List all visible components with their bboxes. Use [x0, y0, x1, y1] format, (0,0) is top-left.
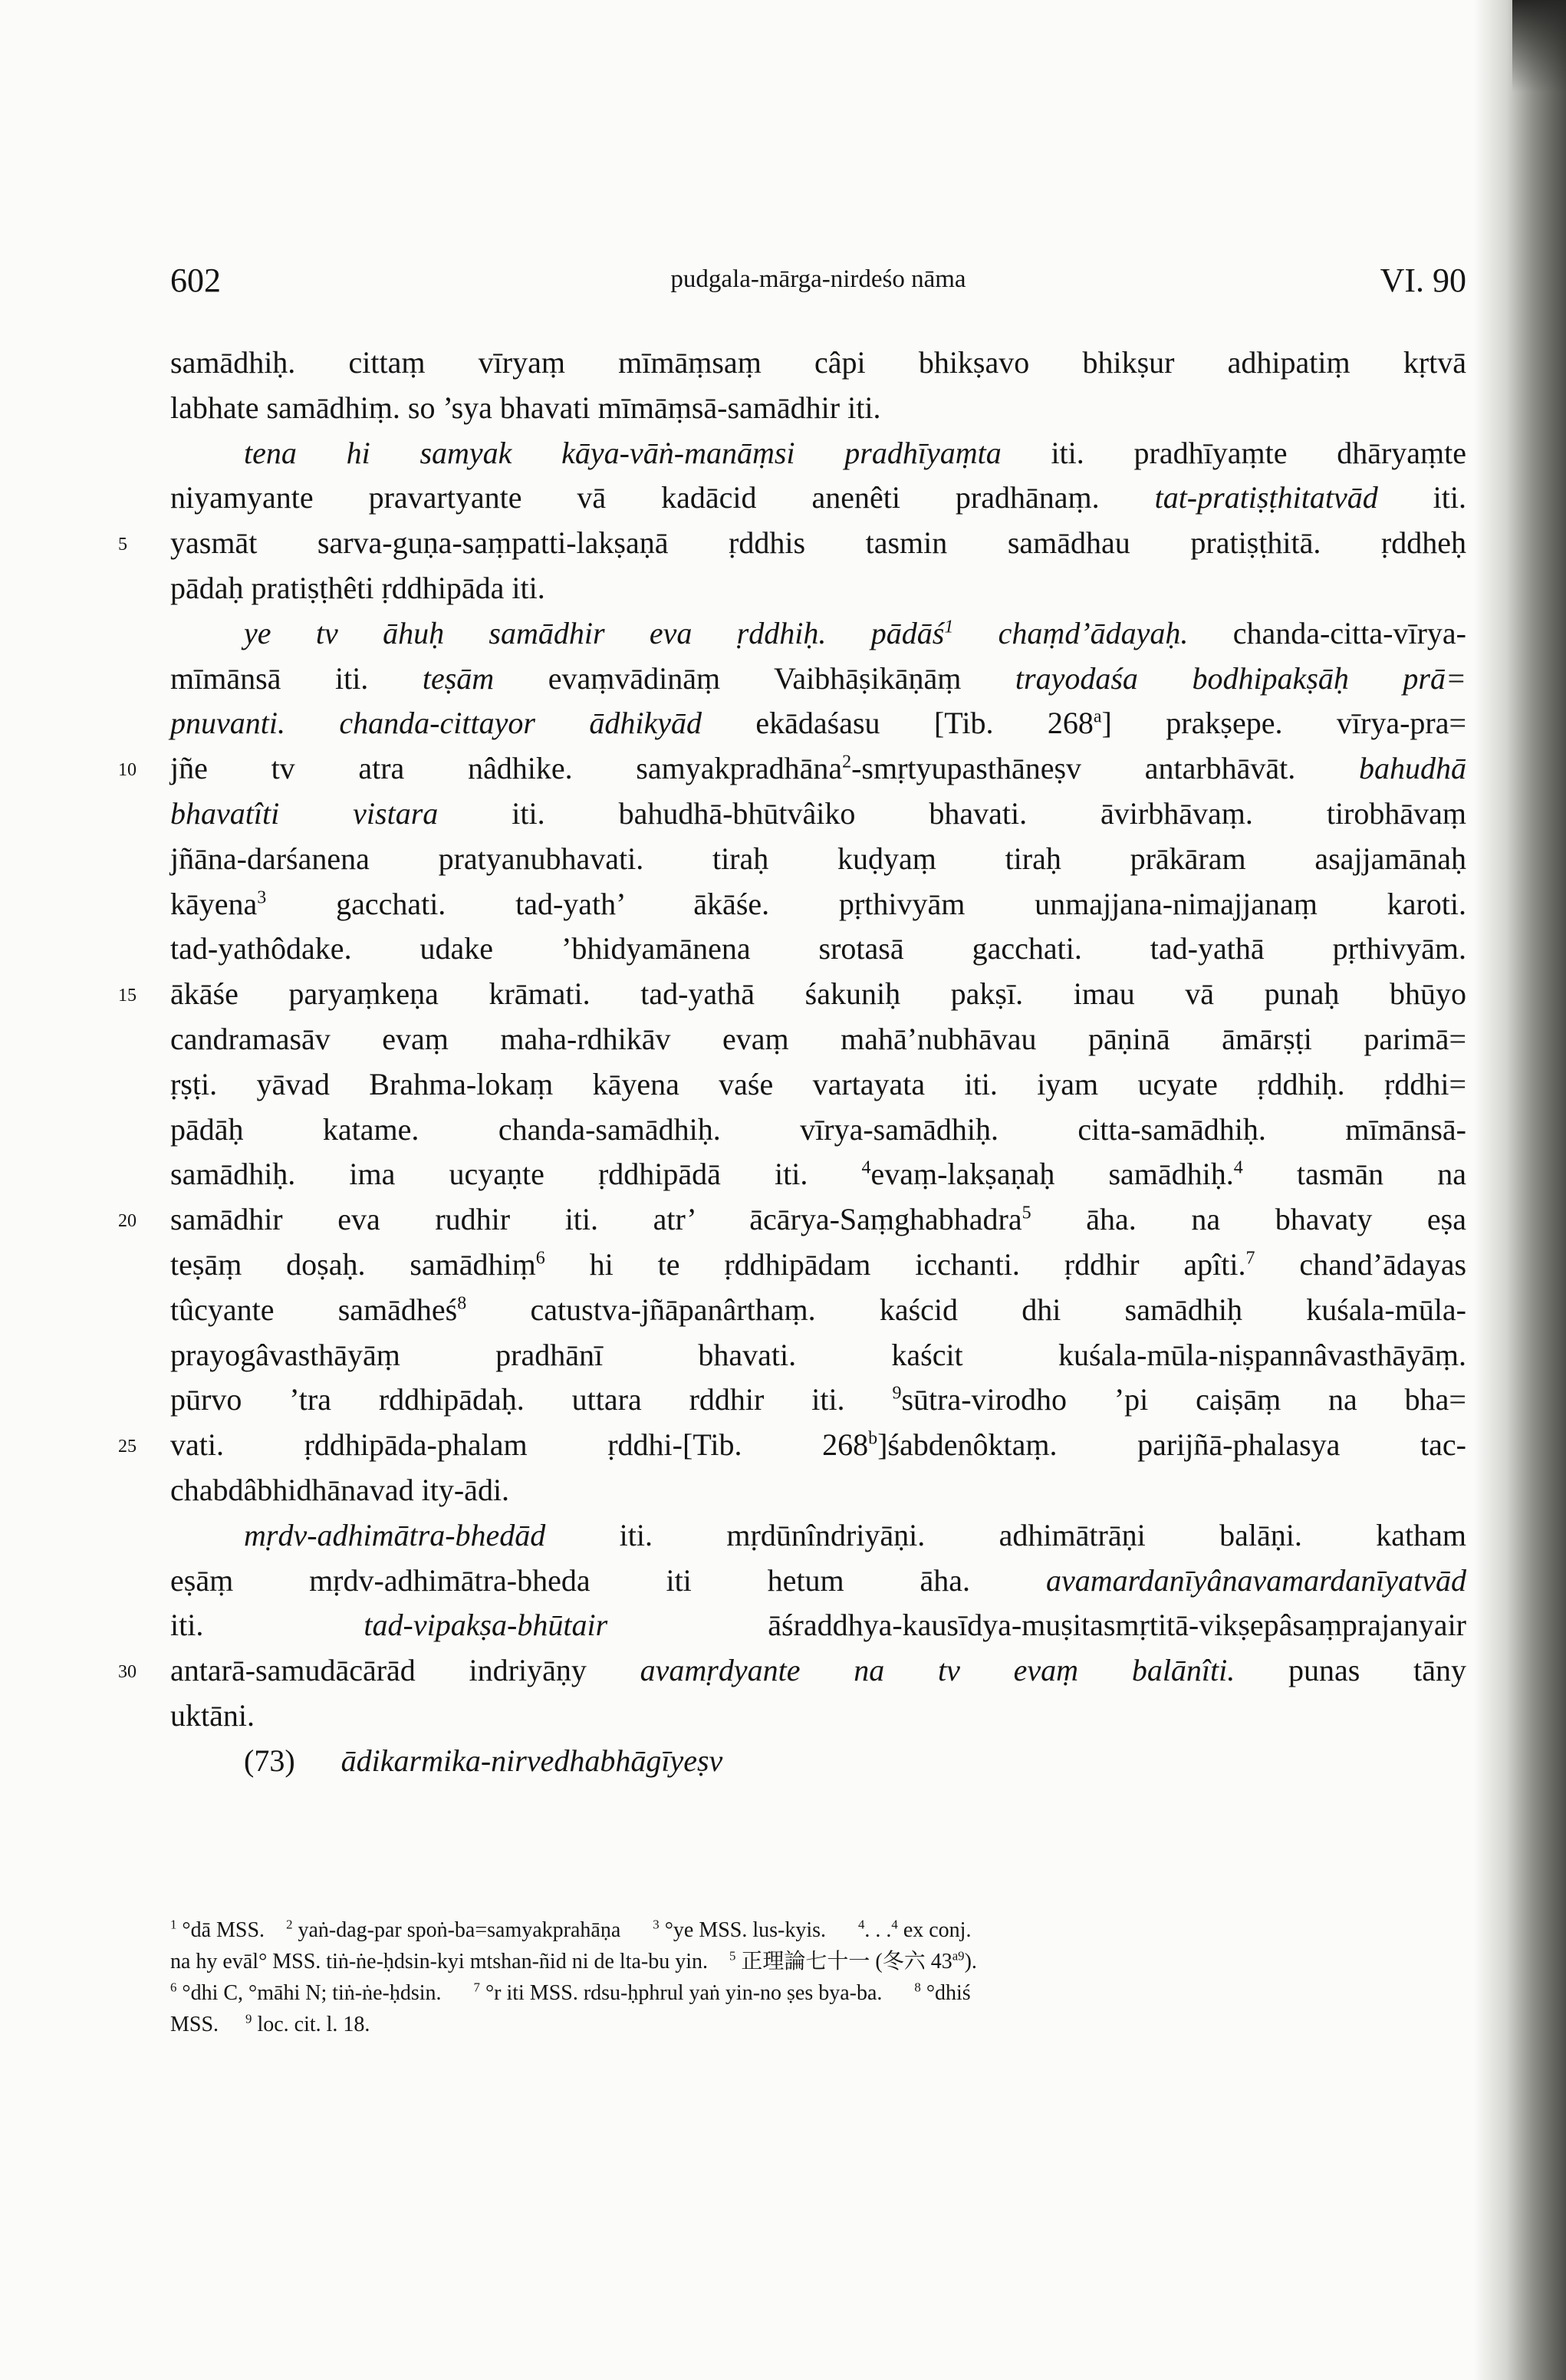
page-corner-shadow [1512, 0, 1566, 92]
text-line [170, 1559, 1466, 1604]
line-text: tad-yathôdake. udake ’bhidyamānena srotasā gacchati. tad-yathā pṛthivyām. [170, 931, 1466, 966]
line-text: mṛdv-adhimātra-bhedād iti. mṛdūnîndriyāṇi. adhimātrāṇi balāṇi. katham [244, 1517, 1466, 1552]
text-line [170, 1288, 1466, 1333]
line-text: vati. ṛddhipāda-phalam ṛddhi-[Tib. 268$^b$]śabdenôktaṃ. parijñā-phalasya tac- [170, 1427, 1466, 1463]
text-line [170, 657, 1466, 702]
line-text: jñāna-darśanena pratyanubhavati. tiraḥ kuḍyaṃ tiraḥ prākāram asajjamānaḥ [170, 841, 1466, 876]
line-text: (73) ādikarmika-nirvedhabhāgīyeṣv [244, 1743, 723, 1778]
line-text: tena hi samyak kāya-vāṅ-manāṃsi pradhīyaṃta iti. pradhīyaṃte dhāryaṃte [244, 435, 1466, 470]
text-line [170, 1513, 1466, 1559]
line-text: yasmāt sarva-guṇa-saṃpatti-lakṣaṇā ṛddhis tasmin samādhau pratiṣṭhitā. ṛddheḥ [170, 525, 1466, 561]
section-reference: VI. 90 [1380, 262, 1466, 299]
line-number: 30 [118, 1662, 137, 1683]
line-text: teṣāṃ doṣaḥ. samādhiṃ$^6$ hi te ṛddhipādam icchanti. ṛddhir apîti.$^7$ chand’ādayas [170, 1246, 1467, 1282]
text-line [170, 927, 1466, 972]
line-text: samādhiḥ. cittaṃ vīryaṃ mīmāṃsaṃ câpi bhikṣavo bhikṣur adhipatiṃ kṛtvā [170, 345, 1466, 380]
text-line [170, 701, 1466, 746]
line-text: pūrvo ’tra rddhipādaḥ. uttara rddhir iti. $^9$sūtra-virodho ’pi caiṣāṃ na bha= [170, 1382, 1466, 1417]
page-edge-shadow [1474, 0, 1566, 2380]
text-line [118, 521, 1466, 566]
text-line [170, 1017, 1466, 1062]
line-text: chabdâbhidhānavad ity-ādi. [170, 1472, 510, 1507]
text-line [170, 1694, 1466, 1739]
text-line [170, 476, 1466, 521]
line-text: mīmānsā iti. teṣām evaṃvādināṃ Vaibhāṣikāṇāṃ trayodaśa bodhipakṣāḥ prā= [170, 660, 1466, 696]
text-line [170, 1378, 1466, 1423]
line-text: kāyena$^3$ gacchati. tad-yath’ ākāśe. pṛthivyām unmajjana-nimajjanaṃ karoti. [170, 886, 1466, 921]
line-text: antarā-samudācārād indriyāṇy avamṛdyante na tv evaṃ balānîti. punas tāny [170, 1653, 1467, 1688]
text-line [170, 566, 1466, 611]
text-line [170, 431, 1466, 476]
line-text: eṣāṃ mṛdv-adhimātra-bheda iti hetum āha. avamardanīyânavamardanīyatvād [170, 1562, 1466, 1598]
line-text: ākāśe paryaṃkeṇa krāmati. tad-yathā śakuniḥ pakṣī. imau vā punaḥ bhūyo [170, 976, 1466, 1012]
line-text: ṛṣṭi. yāvad Brahma-lokaṃ kāyena vaśe vartayata iti. iyam ucyate ṛddhiḥ. ṛddhi= [170, 1066, 1466, 1101]
main-text [118, 341, 1467, 1784]
line-text: tûcyante samādheś$^8$ catustva-jñāpanârthaṃ. kaścid dhi samādhiḥ kuśala-mūla- [170, 1292, 1467, 1327]
text-line [170, 837, 1466, 882]
line-text: pādaḥ pratiṣṭhêti ṛddhipāda iti. [170, 570, 545, 605]
text-line [170, 1152, 1466, 1197]
running-title: pudgala-mārga-nirdeśo nāma [670, 265, 966, 293]
text-line [170, 1603, 1466, 1648]
text-line [170, 792, 1466, 837]
text-line [170, 882, 1466, 927]
line-text: pnuvanti. chanda-cittayor ādhikyād ekādaśasu [Tib. 268$^a$] prakṣepe. vīrya-pra= [170, 706, 1467, 741]
footnote-line: MSS. $^9$ loc. cit. l. 18. [170, 2011, 370, 2036]
line-text: niyamyante pravartyante vā kadācid anenêti pradhānaṃ. tat-pratiṣṭhitatvād iti. [170, 480, 1467, 515]
line-number: 5 [118, 535, 127, 555]
text-line [118, 746, 1466, 792]
line-text: jñe tv atra nâdhike. samyakpradhāna$^2$-smṛtyupasthāneṣv antarbhāvāt. bahudhā [170, 751, 1466, 786]
line-text: ye tv āhuḥ samādhir eva ṛddhiḥ. pādāś$^1$ chaṃd’ādayaḥ. chanda-citta-vīrya- [244, 615, 1466, 650]
line-number: 10 [118, 760, 137, 781]
text-line [170, 1739, 1466, 1784]
text-line [118, 1423, 1466, 1468]
text-line [170, 611, 1466, 657]
line-text: iti. tad-vipakṣa-bhūtair āśraddhya-kausīdya-muṣitasmṛtitā-vikṣepâsaṃprajanyair [170, 1608, 1466, 1643]
text-line [170, 1108, 1466, 1153]
line-text: pādāḥ katame. chanda-samādhiḥ. vīrya-samādhiḥ. citta-samādhiḥ. mīmānsā- [170, 1111, 1466, 1147]
text-line [170, 1468, 1466, 1513]
footnote-line: na hy evāl° MSS. tiṅ-ṅe-ḥdsin-kyi mtshan-ñid ni de lta-bu yin. $^5$ 正理論七十一 (冬六 $43^{a9}$). [170, 1948, 977, 1973]
line-text: prayogâvasthāyāṃ pradhānī bhavati. kaścit kuśala-mūla-niṣpannâvasthāyāṃ. [170, 1337, 1466, 1372]
line-number: 25 [118, 1437, 137, 1457]
text-line [170, 1333, 1466, 1378]
footnote-line: $^6$ °dhi C, °māhi N; tiṅ-ṅe-ḥdsin. $^7$ °r iti MSS. rdsu-ḥphrul yaṅ yin-no ṣes bya-ba. $^8$ °dhiś [170, 1980, 971, 2005]
line-text: labhate samādhiṃ. so ’sya bhavati mīmāṃsā-samādhir iti. [170, 390, 881, 425]
line-text: samādhiḥ. ima ucyaṇte ṛddhipādā iti. $^4$evaṃ-lakṣaṇaḥ samādhiḥ.$^4$ tasmān na [170, 1157, 1467, 1192]
text-line [118, 1197, 1466, 1243]
text-line [118, 972, 1466, 1017]
text-line [118, 1648, 1467, 1694]
line-number: 15 [118, 986, 137, 1006]
line-text: samādhir eva rudhir iti. atr’ ācārya-Saṃghabhadra$^5$ āha. na bhavaty eṣa [170, 1202, 1466, 1237]
text-line [170, 1062, 1466, 1108]
footnotes [170, 1914, 1466, 2040]
footnote-line: $^1$ °dā MSS. $^2$ yaṅ-dag-par spoṅ-ba=samyakprahāṇa $^3$ °ye MSS. lus-kyis. $^4$. . .$^4$ ex conj. [170, 1917, 972, 1942]
line-text: uktāni. [170, 1697, 255, 1733]
line-text: bhavatîti vistara iti. bahudhā-bhūtvâiko bhavati. āvirbhāvaṃ. tirobhāvaṃ [170, 795, 1466, 831]
text-line [170, 386, 1466, 431]
text-line [170, 1243, 1466, 1288]
page-header [170, 261, 1466, 314]
text-line [170, 341, 1466, 386]
page-number: 602 [170, 262, 221, 299]
line-number: 20 [118, 1211, 137, 1232]
line-text: candramasāv evaṃ maha-rdhikāv evaṃ mahā’nubhāvau pāṇinā āmārṣṭi parimā= [170, 1021, 1466, 1056]
